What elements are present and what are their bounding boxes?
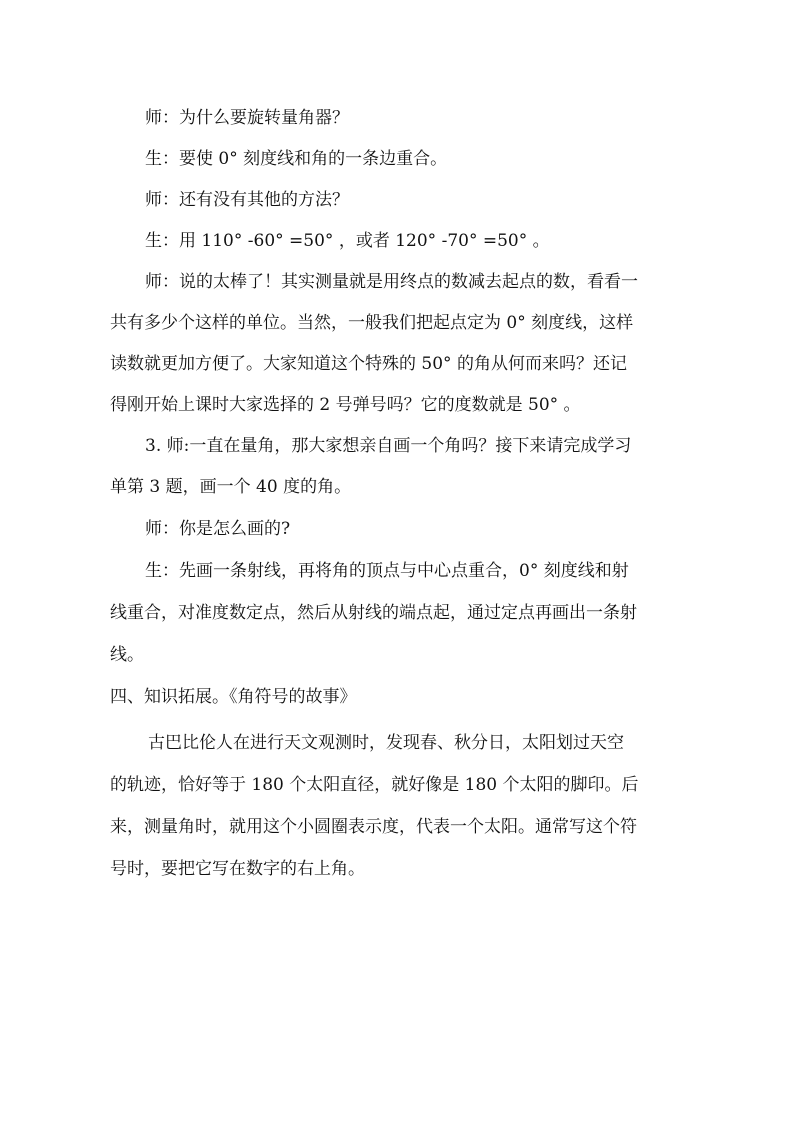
paragraph-line-17: 的轨迹，恰好等于 180 个太阳直径，就好像是 180 个太阳的脚印。后 [110,775,639,795]
paragraph-line-19: 号时，要把它写在数字的右上角。 [110,859,365,879]
paragraph-line-2: 生：要使 0° 刻度线和角的一条边重合。 [145,149,448,169]
paragraph-line-1: 师：为什么要旋转量角器？ [145,108,349,128]
paragraph-line-14: 线。 [110,645,144,665]
paragraph-line-7: 读数就更加方便了。大家知道这个特殊的 50° 的角从何而来吗？还记 [110,354,627,374]
paragraph-line-10: 单第 3 题，画一个 40 度的角。 [110,477,352,497]
paragraph-line-9: 3. 师:一直在量角，那大家想亲自画一个角吗？接下来请完成学习 [145,436,632,456]
paragraph-line-18: 来，测量角时，就用这个小圆圈表示度，代表一个太阳。通常写这个符 [110,817,637,837]
paragraph-line-12: 生：先画一条射线，再将角的顶点与中心点重合，0° 刻度线和射 [145,561,629,581]
paragraph-line-5: 师：说的太棒了！其实测量就是用终点的数减去起点的数，看看一 [145,272,638,292]
paragraph-line-6: 共有多少个这样的单位。当然，一般我们把起点定为 0° 刻度线，这样 [110,313,634,333]
paragraph-line-16: 古巴比伦人在进行天文观测时，发现春、秋分日，太阳划过天空 [148,733,624,753]
section-heading: 四、知识拓展。《角符号的故事》 [110,687,357,707]
paragraph-line-3: 师：还有没有其他的方法？ [145,190,349,210]
paragraph-line-13: 线重合，对准度数定点，然后从射线的端点起，通过定点再画出一条射 [110,603,637,623]
paragraph-line-11: 师：你是怎么画的? [145,519,291,539]
paragraph-line-4: 生：用 110° -60° =50° ，或者 120° -70° =50° 。 [145,231,550,251]
paragraph-line-8: 得刚开始上课时大家选择的 2 号弹号吗？它的度数就是 50° 。 [110,395,581,415]
